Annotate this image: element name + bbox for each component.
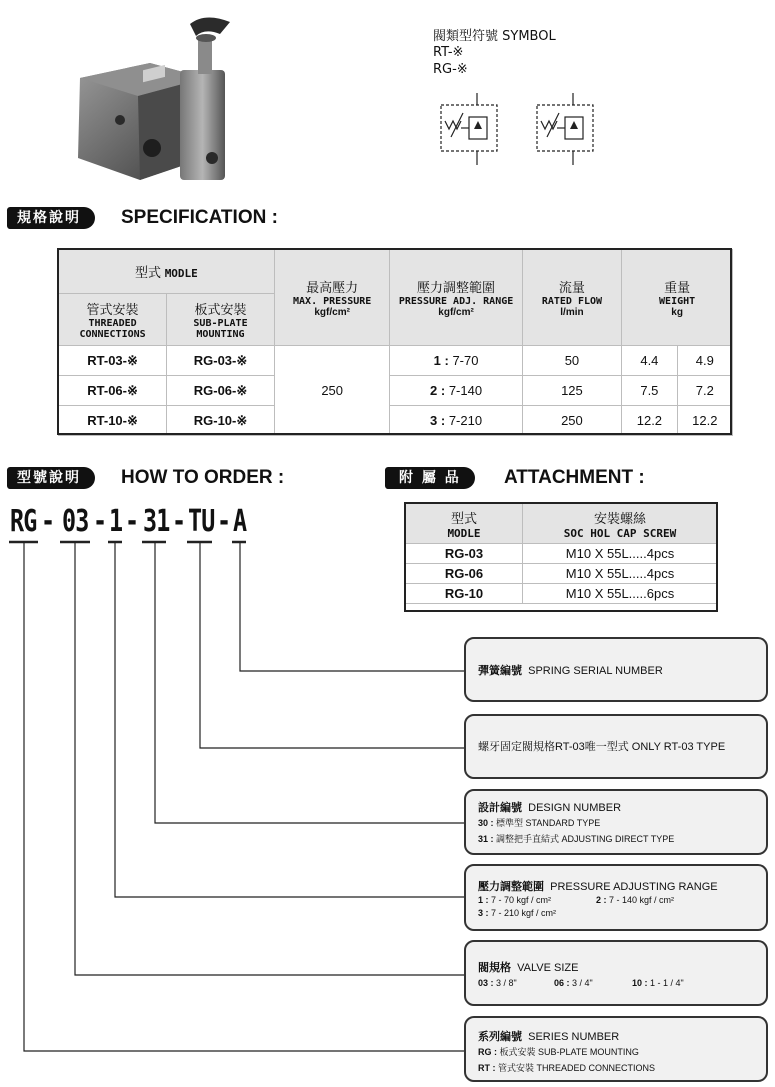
threaded-model: RT-03-※	[59, 346, 167, 376]
pressure-item: 7 - 140 kgf / cm²	[609, 895, 675, 905]
series-en: SERIES NUMBER	[528, 1031, 620, 1043]
table-row	[406, 584, 718, 604]
code-tu: TU	[188, 504, 215, 539]
att-screw: M10 X 55L.....4pcs	[523, 544, 718, 564]
table-row	[59, 376, 733, 406]
symbol-rg-label: RG-※	[433, 62, 468, 77]
flow-value: 125	[522, 376, 622, 406]
max-pressure-value: 250	[274, 346, 390, 436]
subplate-header: 板式安裝 SUB-PLATE MOUNTING	[167, 294, 275, 346]
code-dash: -	[41, 504, 55, 539]
weight-value-1: 4.4	[622, 346, 677, 376]
design-en: DESIGN NUMBER	[528, 802, 622, 814]
table-row	[59, 346, 733, 376]
threaded-header: 管式安裝 THREADED CONNECTIONS	[59, 294, 167, 346]
size-item: 3 / 4"	[572, 978, 593, 988]
att-screw: M10 X 55L.....4pcs	[523, 564, 718, 584]
order-badge: 型號說明	[7, 467, 95, 489]
code-dash: -	[172, 504, 186, 539]
design-number-box: 設計編號 DESIGN NUMBER 30 : 標準型 STANDARD TYPE 31 : 調整把手直結式 ADJUSTING DIRECT TYPE	[464, 789, 768, 855]
only-rt03-box	[464, 714, 768, 779]
flow-value: 50	[522, 346, 622, 376]
code-design: 31	[143, 504, 170, 539]
specification-title: SPECIFICATION :	[121, 207, 278, 228]
subplate-model: RG-10-※	[167, 406, 275, 436]
att-model-header: 型式 MODLE	[406, 504, 523, 544]
att-screw-header: 安裝螺絲 SOC HOL CAP SCREW	[523, 504, 718, 544]
spring-cn: 彈簧編號	[478, 665, 522, 677]
table-row	[59, 406, 733, 436]
only-rt03-text: 螺牙固定閥規格RT-03唯一型式 ONLY RT-03 TYPE	[478, 741, 726, 753]
series-item: 板式安裝 SUB-PLATE MOUNTING	[499, 1047, 639, 1057]
att-screw: M10 X 55L.....6pcs	[523, 584, 718, 604]
spring-serial-box	[464, 637, 768, 702]
model-header: 型式 MODLE	[59, 250, 275, 294]
order-title: HOW TO ORDER :	[121, 467, 285, 488]
symbol-diagram-rt	[433, 93, 505, 165]
pressure-item: 7 - 210 kgf / cm²	[491, 908, 557, 918]
series-item: 管式安裝 THREADED CONNECTIONS	[498, 1063, 656, 1073]
design-cn: 設計編號	[478, 802, 522, 814]
spring-en: SPRING SERIAL NUMBER	[528, 665, 663, 677]
code-spring: A	[233, 504, 247, 539]
code-size: 03	[62, 504, 89, 539]
threaded-model: RT-06-※	[59, 376, 167, 406]
pressure-en: PRESSURE ADJUSTING RANGE	[550, 881, 718, 893]
design-item: 調整把手直結式 ADJUSTING DIRECT TYPE	[496, 834, 675, 844]
symbol-title: 閥類型符號 SYMBOL	[433, 29, 556, 44]
adj-range-header: 壓力調整範圍 PRESSURE ADJ. RANGE kgf/cm²	[390, 250, 522, 346]
weight-value-2: 7.2	[677, 376, 732, 406]
att-model: RG-03	[406, 544, 523, 564]
rated-flow-header: 流量 RATED FLOW l/min	[522, 250, 622, 346]
range-value: 3 : 7-210	[390, 406, 522, 436]
symbol-rt-label: RT-※	[433, 45, 464, 60]
attachment-table	[405, 503, 718, 604]
size-cn: 閥規格	[478, 962, 511, 974]
valve-size-box: 閥規格 VALVE SIZE 03 : 3 / 8" 06 : 3 / 4" 10 : 1 - 1 / 4"	[464, 940, 768, 1006]
specification-badge: 規格說明	[7, 207, 95, 229]
flow-value: 250	[522, 406, 622, 436]
weight-value-2: 12.2	[677, 406, 732, 436]
code-series: RG	[10, 504, 37, 539]
range-value: 2 : 7-140	[390, 376, 522, 406]
att-model: RG-10	[406, 584, 523, 604]
weight-value-1: 7.5	[622, 376, 677, 406]
series-number-box: 系列編號 SERIES NUMBER RG : 板式安裝 SUB-PLATE MOUNTING RT : 管式安裝 THREADED CONNECTIONS	[464, 1016, 768, 1082]
attachment-title: ATTACHMENT :	[504, 467, 645, 488]
subplate-model: RG-03-※	[167, 346, 275, 376]
weight-header: 重量 WEIGHT kg	[622, 250, 733, 346]
size-item: 1 - 1 / 4"	[650, 978, 684, 988]
specification-table	[58, 249, 733, 436]
subplate-model: RG-06-※	[167, 376, 275, 406]
size-item: 3 / 8"	[496, 978, 517, 988]
pressure-cn: 壓力調整範圍	[478, 881, 544, 893]
code-dash: -	[125, 504, 139, 539]
code-dash: -	[217, 504, 231, 539]
series-cn: 系列編號	[478, 1031, 522, 1043]
pressure-range-box: 壓力調整範圍 PRESSURE ADJUSTING RANGE 1 : 7 - 70 kgf / cm² 2 : 7 - 140 kgf / cm² 3 : 7 - 210 kgf / cm²	[464, 864, 768, 931]
pressure-item: 7 - 70 kgf / cm²	[491, 895, 552, 905]
table-row	[406, 564, 718, 584]
threaded-model: RT-10-※	[59, 406, 167, 436]
code-pressure: 1	[109, 504, 123, 539]
max-pressure-header: 最高壓力 MAX. PRESSURE kgf/cm²	[274, 250, 390, 346]
range-value: 1 : 7-70	[390, 346, 522, 376]
att-model: RG-06	[406, 564, 523, 584]
size-en: VALVE SIZE	[517, 962, 579, 974]
code-dash: -	[93, 504, 107, 539]
attachment-badge: 附 屬 品	[385, 467, 475, 489]
weight-value-2: 4.9	[677, 346, 732, 376]
weight-value-1: 12.2	[622, 406, 677, 436]
relief-valve-product-image	[60, 8, 260, 188]
symbol-diagram-rg	[529, 93, 601, 165]
table-row	[406, 544, 718, 564]
design-item: 標準型 STANDARD TYPE	[496, 818, 601, 828]
